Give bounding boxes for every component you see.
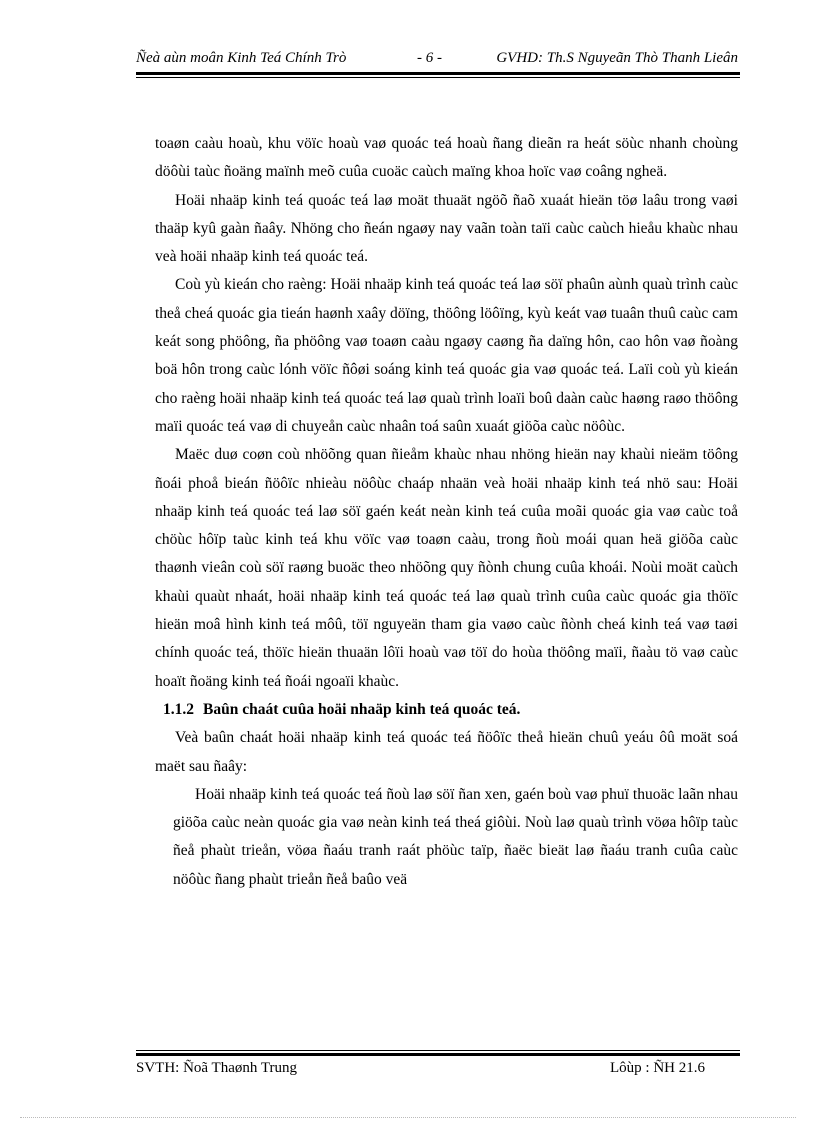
header-rule-thick [136, 72, 740, 75]
footer-student: SVTH: Ñoã Thaønh Trung [136, 1060, 297, 1076]
footer-rule-thick [136, 1053, 740, 1056]
footer-class: Lôùp : ÑH 21.6 [610, 1060, 705, 1076]
section-heading [155, 696, 738, 724]
paragraph-4: Maëc duø coøn coù nhöõng quan ñieåm khaùc nhau nhöng hieän nay khaùi nieäm töông ñoái phoå bieán ñöôïc nhieàu nöôùc chaáp nhaän veà hoäi nhaäp kinh teá nhö sau: Hoäi nhaäp kinh teá quoác teá laø söï gaén keát neàn kinh teá cuûa moãi quoác gia vaø caùc toå chöùc hôïp taùc kinh teá khu vöïc vaø toaøn caàu, trong ñoù moái quan heä giöõa caùc thaønh vieân coù söï raøng buoäc theo nhöõng quy ñònh chung cuûa khoái. Noùi moät caùch khaùi quaùt nhaát, hoäi nhaäp kinh teá quoác teá laø quaù trình cuûa caùc quoác gia thöïc hieän moâ hình kinh teá môû, töï nguyeän tham gia vaøo caùc ñònh cheá kinh teá vaø taøi chính quoác teá, thöïc hieän thuaän lôïi hoaù vaø töï do hoùa thöông maïi, ñaàu tö vaø caùc hoaït ñoäng kinh teá ñoái ngoaïi khaùc. [155, 446, 738, 690]
header-rule-thin [136, 77, 740, 78]
paragraph-1: toaøn caàu hoaù, khu vöïc hoaù vaø quoác teá hoaù ñang dieãn ra heát söùc nhanh choùng döôùi taùc ñoäng maïnh meõ cuûa cuoäc caùch maïng khoa hoïc vaø coâng ngheä. [155, 135, 738, 181]
header-course-title: Ñeà aùn moân Kinh Teá Chính Trò [136, 50, 347, 66]
footer-rule-thin [136, 1050, 740, 1051]
page-footer [136, 1060, 740, 1082]
page-header [136, 50, 740, 72]
header-page-number: - 6 - [417, 50, 442, 66]
section-heading-number: 1.1.2 [163, 700, 194, 718]
paragraph-5: Veà baûn chaát hoäi nhaäp kinh teá quoác teá ñöôïc theå hieän chuû yeáu ôû moät soá maët sau ñaây: [155, 729, 738, 775]
header-supervisor: GVHD: Th.S Nguyeãn Thò Thanh Lieân [496, 50, 738, 66]
page-bottom-dotted-edge [20, 1117, 796, 1118]
page-body [155, 130, 738, 894]
section-heading-text: Baûn chaát cuûa hoäi nhaäp kinh teá quoác teá. [203, 700, 521, 718]
paragraph-6: Hoäi nhaäp kinh teá quoác teá ñoù laø söï ñan xen, gaén boù vaø phuï thuoäc laãn nhau giöõa caùc neàn quoác gia vaø neàn kinh teá theá giôùi. Noù laø quaù trình vöøa hôïp taùc ñeå phaùt trieån, vöøa ñaáu tranh raát phöùc taïp, ñaëc bieät laø ñaáu tranh cuûa caùc nöôùc ñang phaùt trieån ñeå baûo veä [173, 785, 738, 888]
paragraph-2: Hoäi nhaäp kinh teá quoác teá laø moät thuaät ngöõ ñaõ xuaát hieän töø laâu trong vaøi thaäp kyû gaàn ñaây. Nhöng cho ñeán ngaøy nay vaãn toàn taïi caùc caùch hieåu khaùc nhau veà hoäi nhaäp kinh teá quoác teá. [155, 191, 738, 266]
paragraph-3: Coù yù kieán cho raèng: Hoäi nhaäp kinh teá quoác teá laø söï phaûn aùnh quaù trình caùc theå cheá quoác gia tieán haønh xaây döïng, thöông löôïng, kyù keát vaø tuaân thuû caùc cam keát song phöông, ña phöông vaø toaøn caàu ngaøy caøng ña daïng hôn, cao hôn vaø ñoàng boä hôn trong caùc lónh vöïc ñôøi soáng kinh teá quoác gia vaø quoác teá. Laïi coù yù kieán cho raèng hoäi nhaäp kinh teá quoác teá laø quaù trình loaïi boû daàn caùc haøng raøo thöông maïi quoác teá vaø di chuyeån caùc nhaân toá saûn xuaát giöõa caùc nöôùc. [155, 276, 738, 435]
